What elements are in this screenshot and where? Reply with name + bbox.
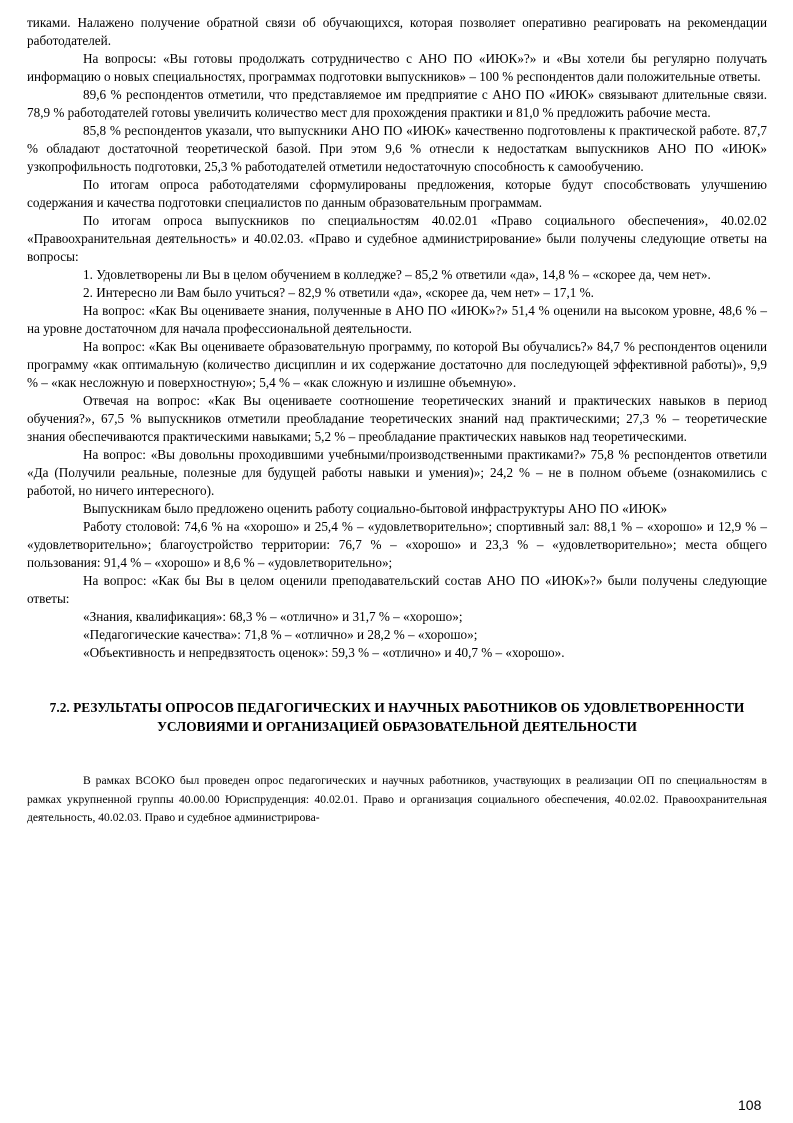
paragraph-question-2: 2. Интересно ли Вам было учиться? – 82,9 % ответили «да», «скорее да, чем нет» – 17,1 %. [83,285,594,300]
heading-spacer [27,736,767,772]
paragraph-infrastructure-ratings: Работу столовой: 74,6 % на «хорошо» и 25,4 % – «удовлетворительно»; спортивный зал: 88,1 % – «хорошо» и 12,9 % – «удовлетворительно»; благоустройство территории: 76,7 % – «хорошо» и 23,3 % – «удовлетворительно»; места общего пользования: 91,4 % – «хорошо» и 8,6 % – «удовлетворительно»; [27,519,767,570]
paragraph-teaching-staff: На вопрос: «Как бы Вы в целом оценили преподавательский состав АНО ПО «ИЮК»?» были получены следующие ответы: [27,573,767,606]
paragraph-graduate-readiness: 85,8 % респондентов указали, что выпускники АНО ПО «ИЮК» качественно подготовлены к практической работе. 87,7 % обладают достаточной теоретической базой. При этом 9,6 % отнесли к недостаткам выпускников АНО ПО «ИЮК» узкопрофильность подготовки, 25,3 % работодателей отметили недостаточную способность к самообучению. [27,123,767,174]
paragraph-graduate-survey-intro: По итогам опроса выпускников по специальностям 40.02.01 «Право социального обеспечения», 40.02.02 «Правоохранительная деятельность» и 40.02.03. «Право и судебное администрирование» были получены следующие ответы на вопросы: [27,213,767,264]
paragraph-feedback: тиками. Налажено получение обратной связи об обучающихся, которая позволяет оперативно реагировать на рекомендации работодателей. [27,15,767,48]
page-number: 108 [738,1097,762,1113]
paragraph-question-1: 1. Удовлетворены ли Вы в целом обучением в колледже? – 85,2 % ответили «да», 14,8 % – «скорее да, чем нет». [83,267,711,282]
paragraph-long-term-ties: 89,6 % респондентов отметили, что представляемое им предприятие с АНО ПО «ИЮК» связывают длительные связи. 78,9 % работодателей готовы увеличить количество мест для прохождения практики и 81,0 % предложить рабочие места. [27,87,767,120]
paragraph-staff-objectivity: «Объективность и непредвзятость оценок»: 59,3 % – «отлично» и 40,7 % – «хорошо». [83,645,565,660]
paragraph-staff-survey: В рамках ВСОКО был проведен опрос педагогических и научных работников, участвующих в реализации ОП по специальностям в рамках укрупненной группы 40.00.00 Юриспруденция: 40.02.01. Право и организация социального обеспечения, 40.02.02. Правоохранительная деятельность, 40.02.03. Право и судебное администрирова- [27,774,767,825]
paragraph-knowledge-rating: На вопрос: «Как Вы оцениваете знания, полученные в АНО ПО «ИЮК»?» 51,4 % оценили на высоком уровне, 48,6 % – на уровне достаточном для начала профессиональной деятельности. [27,303,767,336]
document-page [27,14,767,828]
paragraph-cooperation: На вопросы: «Вы готовы продолжать сотрудничество с АНО ПО «ИЮК»?» и «Вы хотели бы регулярно получать информацию о новых специальностях, программах подготовки выпускников» – 100 % респондентов дали положительные ответы. [27,51,767,84]
paragraph-program-rating: На вопрос: «Как Вы оцениваете образовательную программу, по которой Вы обучались?» 84,7 % респондентов оценили программу «как оптимальную (количество дисциплин и их содержание достаточно для последующей эффективной работы)», 9,9 % – «как несложную и поверхностную»; 5,4 % – «как сложную и излишне объемную». [27,339,767,390]
paragraph-employer-proposals: По итогам опроса работодателями сформулированы предложения, которые будут способствовать улучшению содержания и качества подготовки специалистов по данным образовательным программам. [27,177,767,210]
paragraph-staff-qualification: «Знания, квалификация»: 68,3 % – «отлично» и 31,7 % – «хорошо»; [83,609,463,624]
section-heading: 7.2. РЕЗУЛЬТАТЫ ОПРОСОВ ПЕДАГОГИЧЕСКИХ И НАУЧНЫХ РАБОТНИКОВ ОБ УДОВЛЕТВОРЕННОСТИ УСЛОВИЯМИ И ОРГАНИЗАЦИЕЙ ОБРАЗОВАТЕЛЬНОЙ ДЕЯТЕЛЬНОСТИ [49,700,745,734]
paragraph-infrastructure-intro: Выпускникам было предложено оценить работу социально-бытовой инфраструктуры АНО ПО «ИЮК» [83,501,668,516]
paragraph-internships: На вопрос: «Вы довольны проходившими учебными/производственными практиками?» 75,8 % респондентов ответили «Да (Получили реальные, полезные для будущей работы навыки и умения)»; 24,2 % – не в полном объеме (ознакомились с работой, но ничего интересного). [27,447,767,498]
paragraph-theory-practice: Отвечая на вопрос: «Как Вы оцениваете соотношение теоретических знаний и практических навыков в период обучения?», 67,5 % выпускников отметили преобладание теоретических знаний над практическими; 27,3 % – теоретические знания обеспечиваются практическими навыками; 5,2 % – преобладание практических навыков над теоретическими. [27,393,767,444]
paragraph-staff-pedagogy: «Педагогические качества»: 71,8 % – «отлично» и 28,2 % – «хорошо»; [83,627,478,642]
